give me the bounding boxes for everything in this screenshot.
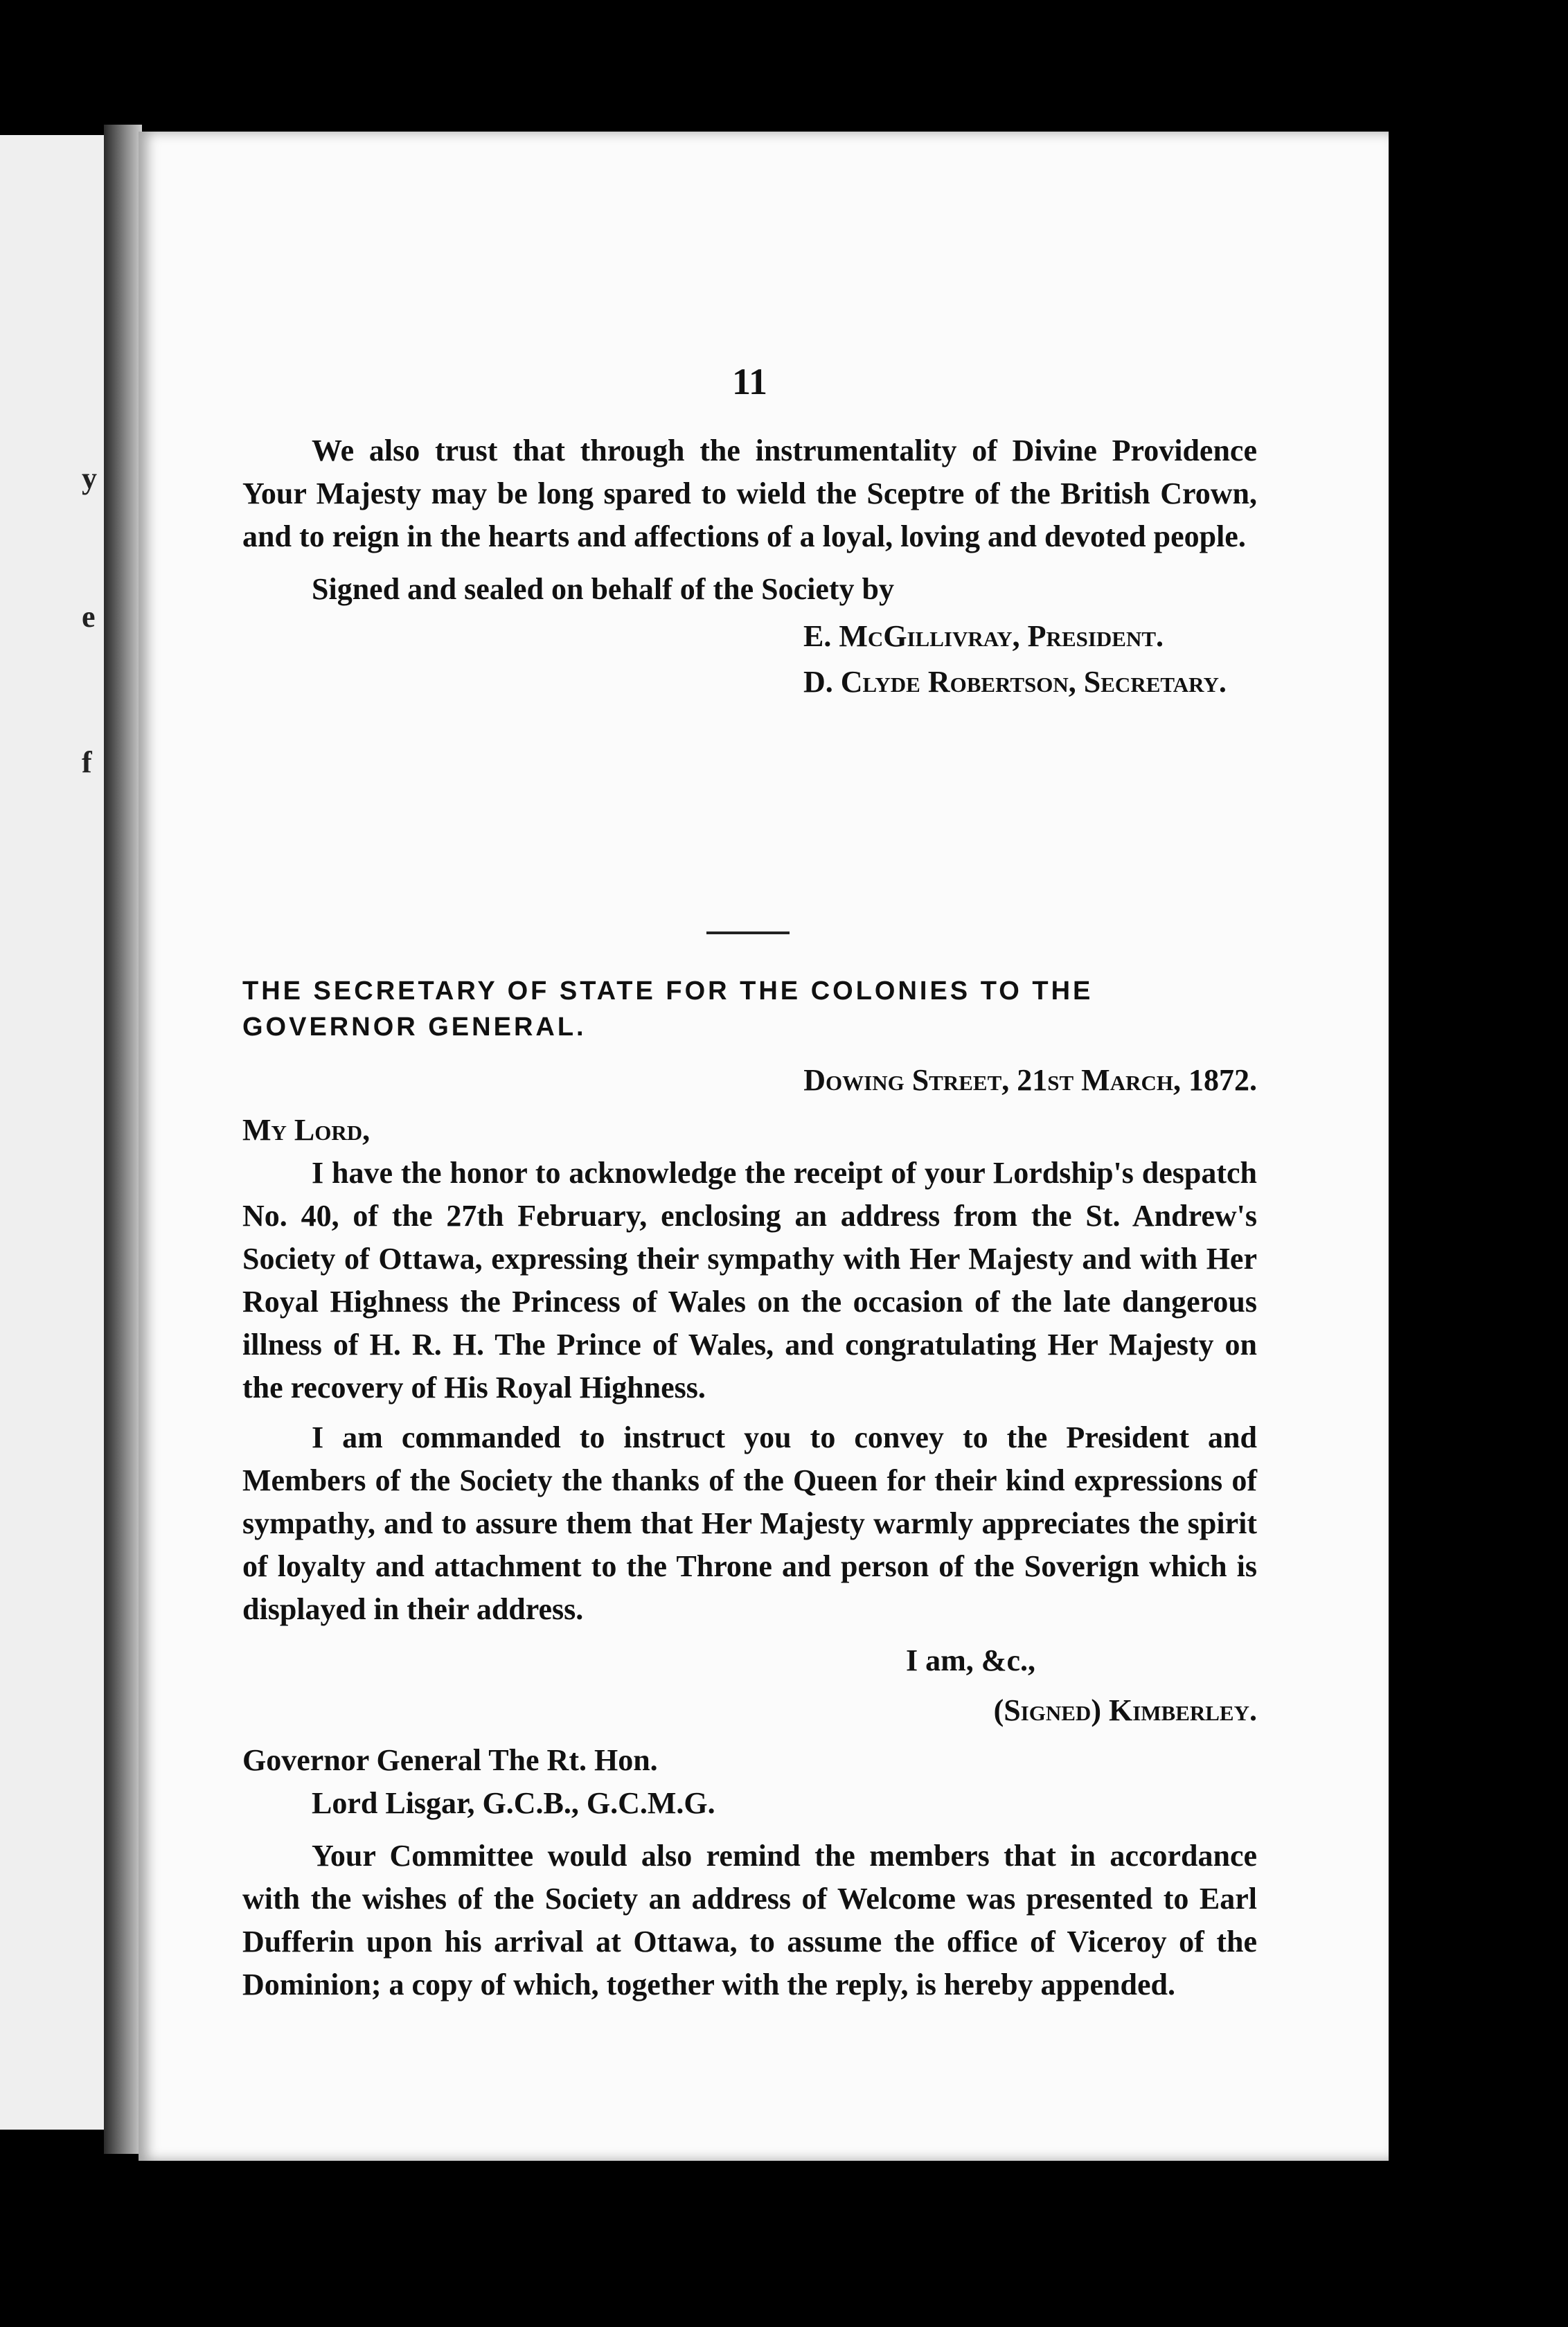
letter-heading: THE SECRETARY OF STATE FOR THE COLONIES TO THE GOVERNOR GENERAL. bbox=[242, 977, 1094, 1042]
addressee-line-1: Governor General The Rt. Hon. bbox=[242, 1743, 658, 1777]
paragraph-acknowledge: I have the honor to acknowledge the receipt of your Lordship's despatch No. 40, of the 27th February, enclosing an address from the St. Andrew's Society of Ottawa, expressing their sympathy with Her Majesty and with Her Royal Highness the Princess of Wales on the occasion of the late dangerous illness of H. R. H. The Prince of Wales, and congratulating Her Majesty on the recovery of His Royal Highness. bbox=[242, 1156, 1257, 1405]
letter-dateline: Dowing Street, 21st March, 1872. bbox=[803, 1063, 1257, 1097]
left-page-fragment: f bbox=[82, 745, 92, 779]
signature-secretary: D. Clyde Robertson, Secretary. bbox=[803, 665, 1227, 699]
document-page bbox=[139, 132, 1389, 2161]
paragraph-trust: We also trust that through the instrumentality of Divine Providence Your Majesty may be long spared to wield the Sceptre of the British Crown, and to reign in the hearts and affections of a loyal, loving and devoted people. bbox=[242, 434, 1257, 553]
left-page-fragment: y bbox=[82, 461, 97, 495]
letter-salutation: My Lord, bbox=[242, 1113, 371, 1147]
letter-signature-kimberley: (Signed) Kimberley. bbox=[993, 1693, 1257, 1727]
paragraph-commanded: I am commanded to instruct you to convey to the President and Members of the Society the thanks of the Queen for their kind expressions of sympathy, and to assure them that Her Majesty warmly appreciates the spirit of loyalty and attachment to the Throne and person of the Soverign which is displayed in their address. bbox=[242, 1420, 1257, 1626]
page-number: 11 bbox=[731, 361, 768, 402]
left-page-fragment: e bbox=[82, 600, 96, 634]
paragraph-committee: Your Committee would also remind the members that in accordance with the wishes of the Society an address of Welcome was presented to Earl Dufferin upon his arrival at Ottawa, to assume the office of Viceroy of the Dominion; a copy of which, together with the reply, is hereby appended. bbox=[242, 1839, 1257, 2001]
address-closing-block bbox=[242, 429, 1257, 704]
signed-sealed-line: Signed and sealed on behalf of the Society by bbox=[312, 572, 894, 606]
left-facing-page bbox=[0, 135, 104, 2130]
signature-president: E. McGillivray, President. bbox=[803, 619, 1164, 653]
book-gutter bbox=[104, 125, 142, 2154]
letter-closing: I am, &c., bbox=[906, 1643, 1035, 1677]
section-divider bbox=[706, 931, 790, 934]
addressee-line-2: Lord Lisgar, G.C.B., G.C.M.G. bbox=[312, 1786, 715, 1820]
letter-block bbox=[242, 973, 1257, 2006]
